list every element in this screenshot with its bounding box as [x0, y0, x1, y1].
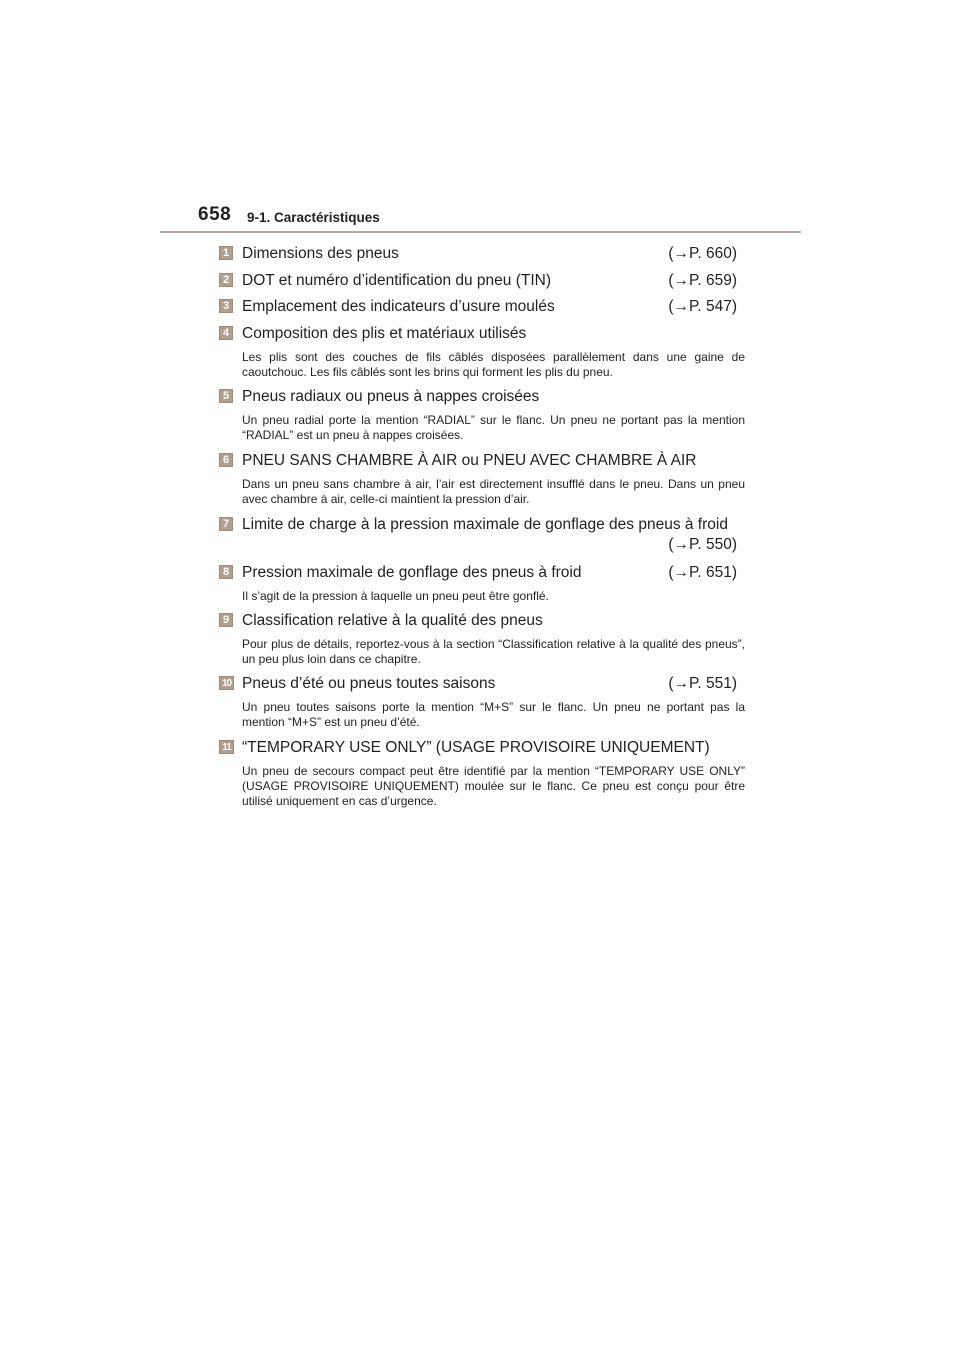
item-description: Un pneu de secours compact peut être identifié par la mention “TEMPORARY USE ONLY” (USAGE PROVISOIRE UNIQUEMENT) moulée sur le flanc. Ce pneu est conçu pour être utilisé uniquement en cas d’urgence.: [242, 764, 745, 808]
page-reference-link[interactable]: (→P. 550): [668, 536, 737, 553]
item-title: Pression maximale de gonflage des pneus à froid: [242, 564, 582, 581]
item-number-badge: 9: [219, 613, 233, 627]
item-number-badge: 1: [219, 246, 233, 260]
item-title: Dimensions des pneus: [242, 245, 399, 262]
item-description: Pour plus de détails, reportez-vous à la section “Classification relative à la qualité des pneus”, un peu plus loin dans ce chapitre.: [242, 637, 745, 666]
section-title: 9-1. Caractéristiques: [247, 210, 380, 225]
item-number-badge: 11: [219, 740, 234, 754]
item-title: Composition des plis et matériaux utilisés: [242, 325, 527, 342]
item-number-badge: 7: [219, 517, 233, 531]
item-number-badge: 8: [219, 565, 233, 579]
item-description: Dans un pneu sans chambre à air, l’air est directement insufflé dans le pneu. Dans un pneu avec chambre à air, celle-ci maintient la pression d’air.: [242, 477, 745, 506]
spec-item-2: [219, 271, 746, 291]
page-number: 658: [198, 204, 232, 225]
spec-item-9: [219, 611, 746, 667]
item-title: DOT et numéro d’identification du pneu (TIN): [242, 272, 552, 289]
item-number-badge: 5: [219, 389, 233, 403]
spec-item-4: [219, 324, 746, 380]
page-reference-link[interactable]: (→P. 660): [668, 245, 737, 262]
item-title: Emplacement des indicateurs d’usure moulés: [242, 298, 555, 315]
item-number-badge: 10: [219, 676, 234, 690]
spec-item-8: [219, 563, 746, 604]
spec-item-1: [219, 244, 746, 264]
item-number-badge: 3: [219, 299, 233, 313]
item-title: Pneus radiaux ou pneus à nappes croisées: [242, 388, 540, 405]
item-title: Classification relative à la qualité des pneus: [242, 612, 543, 629]
item-number-badge: 2: [219, 273, 233, 287]
page-reference-link[interactable]: (→P. 551): [668, 675, 737, 692]
item-title: Pneus d’été ou pneus toutes saisons: [242, 675, 496, 692]
item-title: PNEU SANS CHAMBRE À AIR ou PNEU AVEC CHAMBRE À AIR: [242, 452, 697, 469]
item-number-badge: 4: [219, 326, 233, 340]
spec-item-6: [219, 451, 746, 507]
spec-item-10: [219, 674, 746, 730]
item-description: Les plis sont des couches de fils câblés disposées parallèlement dans une gaine de caoutchouc. Les fils câblés sont les brins qui forment les plis du pneu.: [242, 350, 745, 379]
item-number-badge: 6: [219, 453, 233, 467]
spec-item-11: [219, 738, 746, 809]
page-reference-link[interactable]: (→P. 547): [668, 298, 737, 315]
spec-item-3: [219, 297, 746, 317]
header-divider: [160, 231, 801, 233]
spec-item-7: [219, 515, 746, 555]
item-description: Il s’agit de la pression à laquelle un pneu peut être gonflé.: [242, 589, 549, 603]
page-reference-link[interactable]: (→P. 659): [668, 272, 737, 289]
item-title: “TEMPORARY USE ONLY” (USAGE PROVISOIRE UNIQUEMENT): [242, 739, 710, 756]
item-description: Un pneu toutes saisons porte la mention “M+S” sur le flanc. Un pneu ne portant pas la mention “M+S” est un pneu d’été.: [242, 700, 745, 729]
spec-item-5: [219, 387, 746, 443]
item-description: Un pneu radial porte la mention “RADIAL” sur le flanc. Un pneu ne portant pas la mention “RADIAL” est un pneu à nappes croisées.: [242, 413, 745, 442]
page-reference-link[interactable]: (→P. 651): [668, 564, 737, 581]
item-title: Limite de charge à la pression maximale de gonflage des pneus à froid: [242, 516, 728, 533]
